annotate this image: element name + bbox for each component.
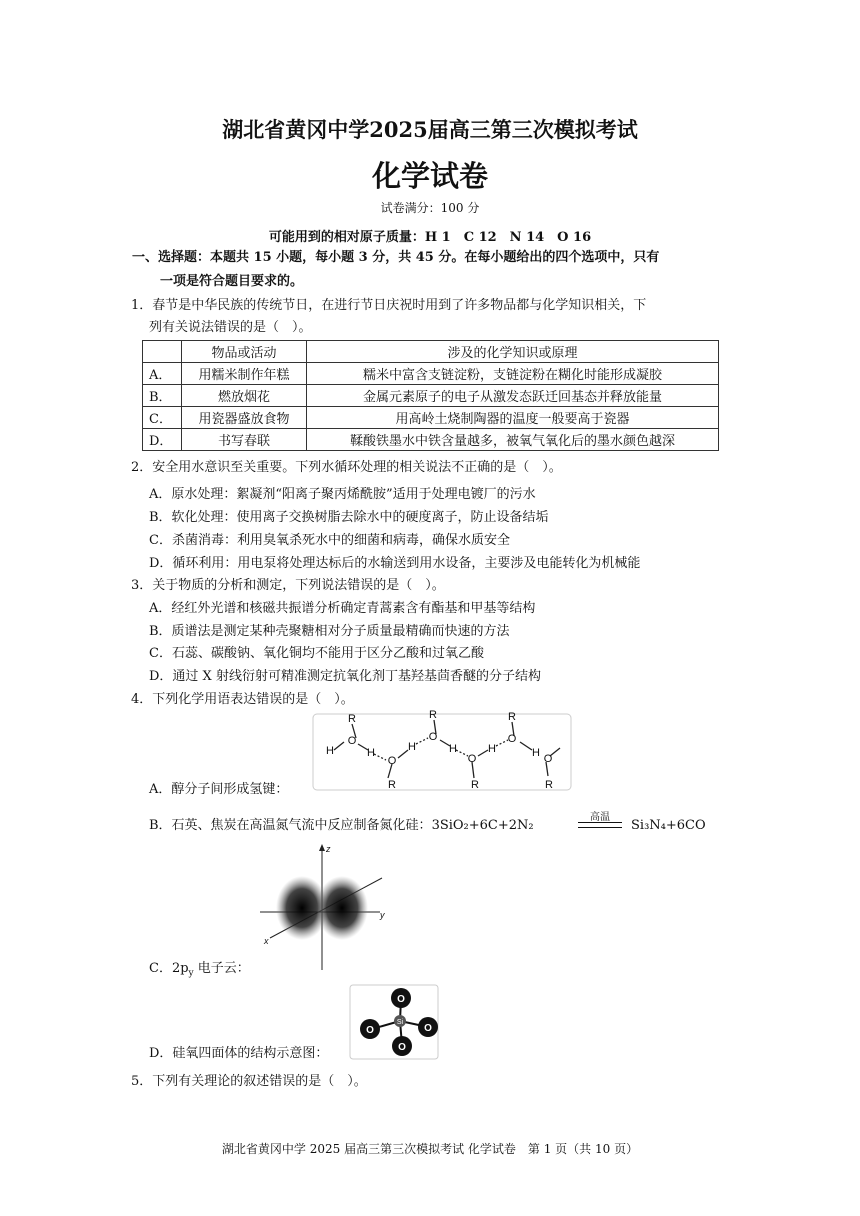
atom-label: O: [467, 753, 477, 765]
q4-option-a: A．醇分子间形成氢键：: [149, 782, 289, 797]
table-cell: 用糯米制作年糕: [182, 363, 307, 385]
q2-option-a: A．原水处理：絮凝剂“阳离子聚丙烯酰胺”适用于处理电镀厂的污水: [149, 487, 536, 502]
table-cell: 金属元素原子的电子从激发态跃迁回基态并释放能量: [307, 385, 719, 407]
q1-stem-line2: 列有关说法错误的是（ ）。: [149, 320, 312, 335]
q4-option-d: D．硅氧四面体的结构示意图：: [149, 1046, 329, 1061]
atom-label: R: [348, 713, 356, 725]
table-header-cell: [143, 341, 182, 363]
table-cell: 糯米中富含支链淀粉，支链淀粉在糊化时能形成凝胶: [307, 363, 719, 385]
hydrogen-bond-diagram: [312, 708, 574, 794]
atom-label: H: [367, 747, 375, 759]
table-header-cell: 涉及的化学知识或原理: [307, 341, 719, 363]
reaction-products: Si₃N₄+6CO: [631, 818, 706, 833]
section-heading-line2: 一项是符合题目要求的。: [160, 274, 304, 289]
q4-option-c-subscript: y: [188, 968, 194, 979]
atom-label: R: [545, 779, 553, 791]
q4-option-c: [149, 958, 250, 985]
exam-title: 湖北省黄冈中学2025届高三第三次模拟考试: [222, 117, 638, 142]
q3-option-b: B．质谱法是测定某种壳聚糖相对分子质量最精确而快速的方法: [149, 624, 510, 639]
q3-option-c: C．石蕊、碳酸钠、氧化铜均不能用于区分乙酸和过氧乙酸: [149, 646, 484, 661]
table-row: [143, 385, 719, 407]
q2-option-b: B．软化处理：使用离子交换树脂去除水中的硬度离子，防止设备结垢: [149, 510, 549, 525]
atom-label: H: [449, 743, 457, 755]
atom-label: O: [507, 733, 517, 745]
axis-label-y: y: [380, 910, 385, 920]
table-cell: 用高岭土烧制陶器的温度一般要高于瓷器: [307, 407, 719, 429]
q3-option-a: A．经红外光谱和核磁共振谱分析确定青蒿素含有酯基和甲基等结构: [149, 601, 536, 616]
silicate-tetrahedron-diagram: [348, 983, 440, 1061]
atom-label: Si: [396, 1019, 404, 1026]
atom-label: O: [347, 735, 357, 747]
axis-label-x: x: [264, 936, 269, 946]
reaction-equals-sign: [578, 822, 622, 828]
q4-stem: 4．下列化学用语表达错误的是（ ）。: [131, 692, 354, 707]
q4-option-c-suffix: 电子云：: [193, 961, 250, 976]
table-cell: 用瓷器盛放食物: [182, 407, 307, 429]
atom-label: H: [326, 745, 334, 757]
table-row: [143, 363, 719, 385]
table-cell: 鞣酸铁墨水中铁含量越多，被氧气氧化后的墨水颜色越深: [307, 429, 719, 451]
atom-label: H: [532, 747, 540, 759]
table-cell: D．: [143, 429, 182, 451]
q1-stem: 1．春节是中华民族的传统节日，在进行节日庆祝时用到了许多物品都与化学知识相关，下: [131, 298, 647, 313]
q5-stem: 5．下列有关理论的叙述错误的是（ ）。: [131, 1074, 367, 1089]
q2-option-d: D．循环利用：用电泵将处理达标后的水输送到用水设备，主要涉及电能转化为机械能: [149, 556, 641, 571]
table-row: [143, 429, 719, 451]
table-header-row: [143, 341, 719, 363]
table-cell: 书写春联: [182, 429, 307, 451]
atom-label: R: [429, 709, 437, 721]
atom-label: R: [508, 711, 516, 723]
reaction-reactants: 3SiO₂+6C+2N₂: [431, 818, 534, 833]
table-cell: B．: [143, 385, 182, 407]
q2-option-c: C．杀菌消毒：利用臭氧杀死水中的细菌和病毒，确保水质安全: [149, 533, 510, 548]
full-score: 试卷满分：100 分: [380, 201, 480, 215]
q3-stem: 3．关于物质的分析和测定，下列说法错误的是（ ）。: [131, 578, 445, 593]
atom-label: O: [428, 731, 438, 743]
section-heading: 一、选择题：本题共 15 小题，每小题 3 分，共 45 分。在每小题给出的四个选项中，只有: [132, 250, 660, 265]
atom-label: O: [366, 1025, 374, 1036]
subject-title: 化学试卷: [371, 159, 488, 193]
atom-label: O: [387, 755, 397, 767]
q4-option-b-text: B．石英、焦炭在高温氮气流中反应制备氮化硅：: [149, 818, 432, 833]
reaction-condition: 高温: [590, 812, 610, 823]
page-footer: 湖北省黄冈中学 2025 届高三第三次模拟考试 化学试卷 第 1 页（共 10 页）: [221, 1142, 639, 1156]
q2-stem: 2．安全用水意识至关重要。下列水循环处理的相关说法不正确的是（ ）。: [131, 460, 562, 475]
table-cell: A．: [143, 363, 182, 385]
table-cell: C．: [143, 407, 182, 429]
q3-option-d: D．通过 X 射线衍射可精准测定抗氧化剂丁基羟基茴香醚的分子结构: [149, 669, 541, 684]
axis-label-z: z: [326, 844, 331, 854]
atomic-masses: 可能用到的相对原子质量：H 1 C 12 N 14 O 16: [268, 230, 592, 245]
q4-option-c-prefix: C．2p: [149, 961, 189, 976]
q1-table: [142, 340, 719, 451]
table-cell: 燃放烟花: [182, 385, 307, 407]
atom-label: H: [408, 741, 416, 753]
electron-cloud-diagram: [256, 842, 396, 972]
atom-label: O: [424, 1023, 432, 1034]
atom-label: R: [471, 779, 479, 791]
atom-label: H: [488, 743, 496, 755]
table-header-cell: 物品或活动: [182, 341, 307, 363]
table-row: [143, 407, 719, 429]
atom-label: O: [543, 753, 553, 765]
atom-label: O: [397, 994, 405, 1005]
atom-label: R: [388, 779, 396, 791]
atom-label: O: [398, 1042, 406, 1053]
q4-option-b: [149, 815, 534, 837]
